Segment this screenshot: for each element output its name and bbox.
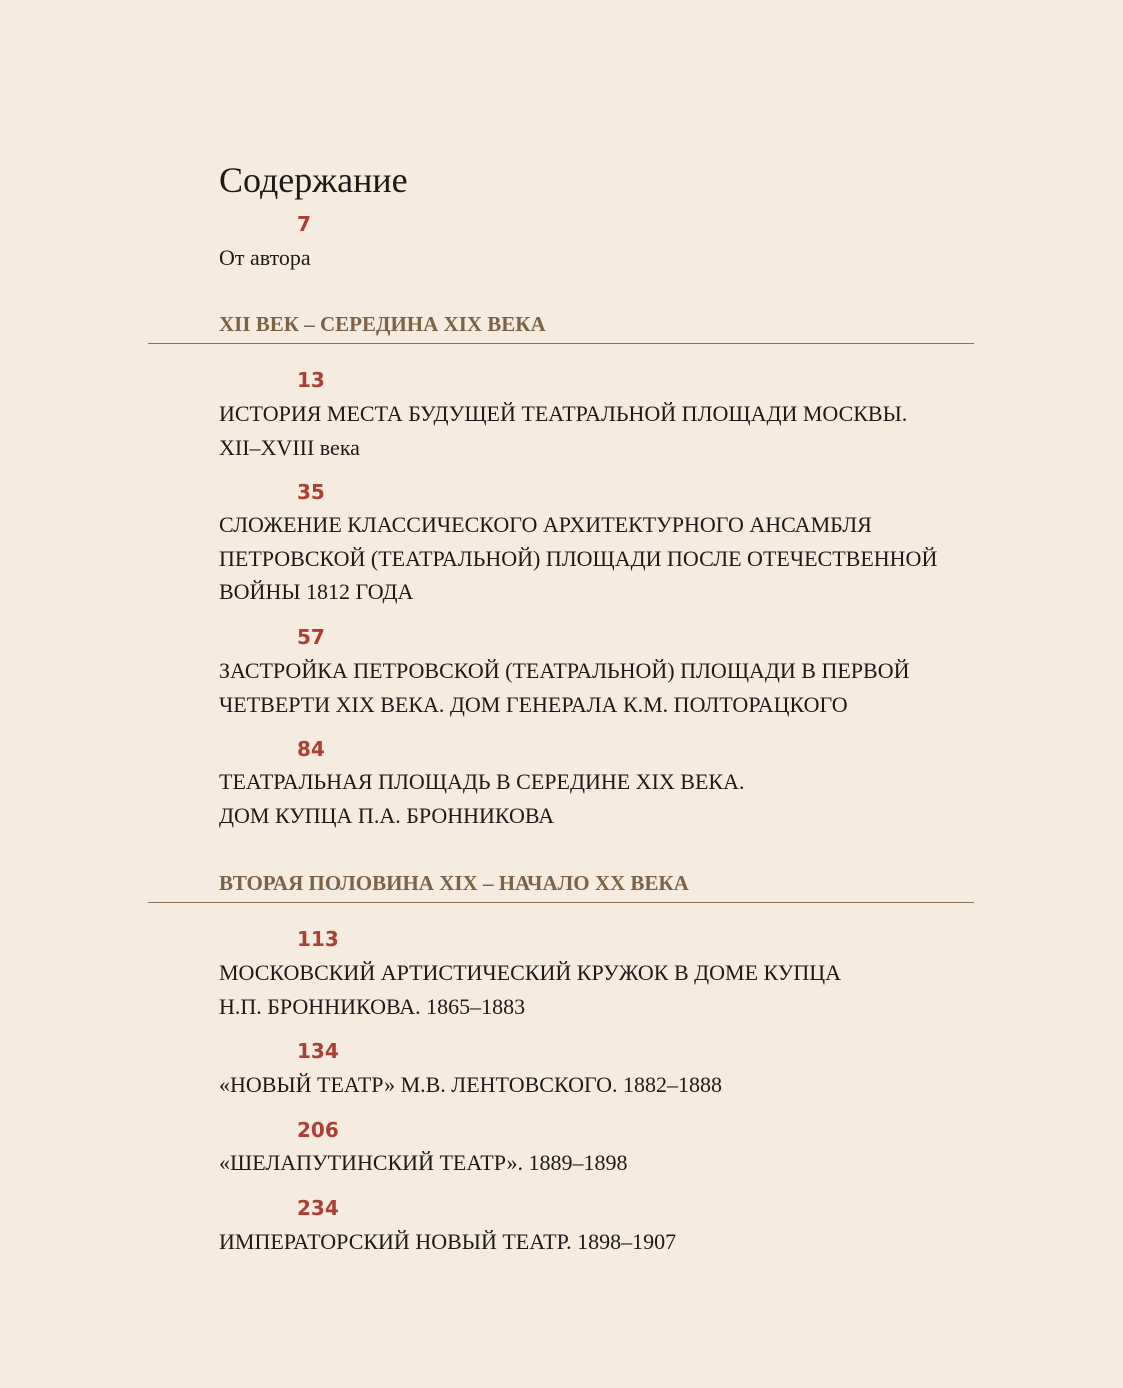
toc-entry-line: ВОЙНЫ 1812 ГОДА [219, 579, 414, 604]
toc-page-number: 206 [297, 1118, 339, 1142]
toc-entry-line: ИСТОРИЯ МЕСТА БУДУЩЕЙ ТЕАТРАЛЬНОЙ ПЛОЩАДИ МОСКВЫ. [219, 401, 908, 426]
toc-entry-title[interactable] [219, 241, 999, 275]
toc-entry-line: МОСКОВСКИЙ АРТИСТИЧЕСКИЙ КРУЖОК В ДОМЕ КУПЦА [219, 960, 841, 985]
toc-page-number: 7 [297, 212, 311, 236]
toc-entry-line: ЗАСТРОЙКА ПЕТРОВСКОЙ (ТЕАТРАЛЬНОЙ) ПЛОЩАДИ В ПЕРВОЙ [219, 658, 910, 683]
toc-entry-line: СЛОЖЕНИЕ КЛАССИЧЕСКОГО АРХИТЕКТУРНОГО АНСАМБЛЯ [219, 512, 872, 537]
toc-entry-title[interactable] [219, 765, 999, 832]
toc-entry-line: ТЕАТРАЛЬНАЯ ПЛОЩАДЬ В СЕРЕДИНЕ XIX ВЕКА. [219, 769, 745, 794]
toc-entry-line: XII–XVIII века [219, 434, 360, 460]
toc-page-number: 13 [297, 368, 325, 392]
section-heading: ВТОРАЯ ПОЛОВИНА XIX – НАЧАЛО XX ВЕКА [219, 871, 689, 895]
toc-page-number: 84 [297, 737, 325, 761]
toc-entry-title[interactable] [219, 1068, 999, 1102]
toc-entry-title[interactable] [219, 1146, 999, 1180]
toc-entry-line: Н.П. БРОННИКОВА. 1865–1883 [219, 993, 526, 1019]
toc-page-number: 113 [297, 927, 339, 951]
toc-entry-line: ДОМ КУПЦА П.А. БРОННИКОВА [219, 802, 555, 828]
toc-entry-title[interactable] [219, 1225, 999, 1259]
section-divider [148, 343, 974, 344]
section-heading: XII ВЕК – СЕРЕДИНА XIX ВЕКА [219, 312, 546, 336]
toc-entry-line: От автора [219, 245, 311, 270]
toc-entry-title[interactable] [219, 397, 999, 464]
toc-page-number: 57 [297, 625, 325, 649]
toc-entry-line: ИМПЕРАТОРСКИЙ НОВЫЙ ТЕАТР. 1898–1907 [219, 1229, 677, 1254]
toc-entry-line: «НОВЫЙ ТЕАТР» М.В. ЛЕНТОВСКОГО. 1882–1888 [219, 1072, 723, 1097]
toc-page-number: 234 [297, 1196, 339, 1220]
toc-entry-line: «ШЕЛАПУТИНСКИЙ ТЕАТР». 1889–1898 [219, 1150, 628, 1175]
toc-page-number: 35 [297, 480, 325, 504]
toc-entry-title[interactable] [219, 508, 999, 609]
toc-entry-title[interactable] [219, 956, 999, 1023]
toc-entry-line: ПЕТРОВСКОЙ (ТЕАТРАЛЬНОЙ) ПЛОЩАДИ ПОСЛЕ ОТЕЧЕСТВЕННОЙ [219, 545, 938, 571]
page-title: Содержание [219, 160, 408, 200]
toc-page-number: 134 [297, 1039, 339, 1063]
toc-entry-title[interactable] [219, 654, 999, 721]
section-divider [148, 902, 974, 903]
toc-entry-line: ЧЕТВЕРТИ XIX ВЕКА. ДОМ ГЕНЕРАЛА К.М. ПОЛТОРАЦКОГО [219, 691, 848, 717]
